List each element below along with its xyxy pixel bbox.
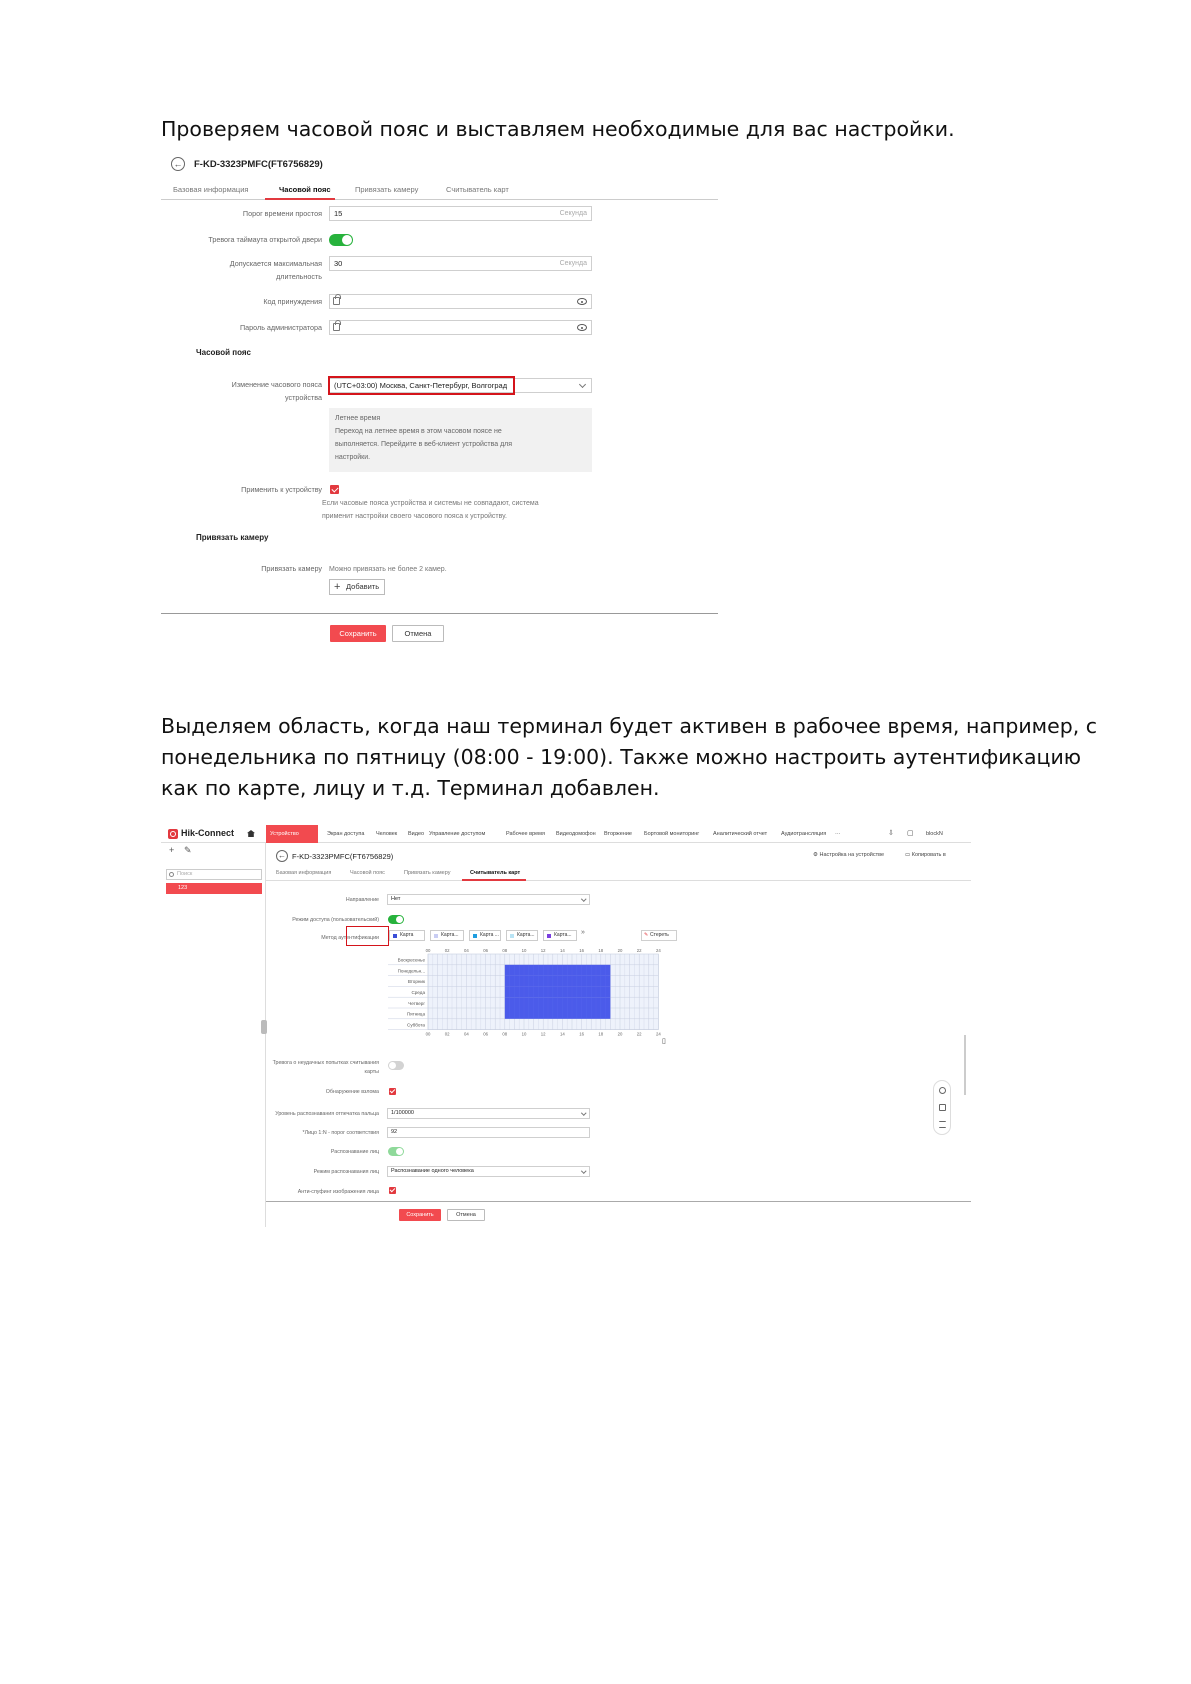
- hour-label: 24: [656, 1031, 661, 1037]
- failed-read-alarm-toggle[interactable]: [388, 1061, 404, 1070]
- save-button[interactable]: Сохранить: [330, 625, 386, 642]
- dst-text-line1: Переход на летнее время в этом часовом поясе не: [335, 428, 502, 435]
- save-icon[interactable]: [939, 1104, 946, 1111]
- save-button[interactable]: Сохранить: [399, 1209, 441, 1221]
- back-icon[interactable]: ←: [171, 157, 185, 171]
- door-timeout-alarm-label: Тревога таймаута открытой двери: [208, 235, 322, 244]
- app-logo: Hik-Connect: [181, 828, 235, 838]
- refresh-icon[interactable]: [939, 1087, 946, 1094]
- chip-label: Карта...: [517, 932, 535, 938]
- apply-hint-line1: Если часовые пояса устройства и системы не совпадают, система: [322, 500, 539, 507]
- chip-color-icon: [434, 934, 438, 938]
- hour-label: 04: [464, 948, 469, 953]
- hour-label: 00: [425, 1031, 431, 1037]
- day-label: Среда: [411, 989, 425, 995]
- tab-basic-info[interactable]: Базовая информация: [173, 185, 249, 194]
- auth-method-chip[interactable]: [543, 930, 577, 941]
- edit-icon[interactable]: ✎: [184, 845, 192, 855]
- face-mode-select[interactable]: [387, 1166, 590, 1177]
- chip-color-icon: [393, 934, 397, 938]
- nav-work-time[interactable]: Рабочее время: [506, 831, 545, 837]
- access-mode-toggle[interactable]: [388, 915, 404, 924]
- day-label: Суббота: [407, 1022, 425, 1028]
- bind-camera-hint: Можно привязать не более 2 камер.: [329, 566, 447, 573]
- chevron-down-icon: [581, 1110, 586, 1115]
- nav-intrusion[interactable]: Вторжение: [604, 831, 632, 837]
- home-icon[interactable]: [247, 830, 255, 837]
- auth-method-chip[interactable]: [430, 930, 464, 941]
- hour-label: 14: [560, 1031, 565, 1037]
- dst-text-line3: настройки.: [335, 454, 371, 461]
- chevron-down-icon: [579, 381, 586, 388]
- tab-timezone[interactable]: Часовой пояс: [279, 185, 331, 194]
- fingerprint-level-select[interactable]: [387, 1108, 590, 1119]
- nav-more[interactable]: ···: [835, 831, 841, 837]
- hour-label: 14: [560, 948, 565, 953]
- tab-bar: [266, 867, 971, 881]
- access-mode-label: Режим доступа (пользовательский): [292, 917, 379, 923]
- direction-value: Нет: [391, 896, 401, 902]
- day-label: Пятница: [406, 1011, 425, 1017]
- idle-threshold-unit: Секунда: [559, 210, 587, 217]
- max-duration-value: 30: [334, 259, 343, 268]
- copy-to-link[interactable]: ▭ Копировать в: [905, 852, 946, 858]
- auth-method-label: Метод аутентификации: [321, 935, 379, 941]
- tab-card-reader[interactable]: Считыватель карт: [470, 870, 521, 876]
- timezone-change-label-line2: устройства: [284, 393, 322, 402]
- lock-icon: [333, 297, 340, 305]
- paragraph-schedule: Выделяем область, когда наш терминал будет активен в рабочее время, например, с понедельника по пятницу (08:00 - 19:00). Также можно настроить аутентификацию как по карте, лицу и т.д. Терминал добавлен.: [161, 714, 1098, 800]
- chip-label: Карта ...: [480, 932, 499, 938]
- plus-icon: +: [334, 581, 341, 593]
- timezone-settings-screenshot: [161, 152, 718, 650]
- hour-label: 08: [502, 1031, 508, 1037]
- sidebar-collapse-handle[interactable]: [261, 1020, 267, 1034]
- fingerprint-level-label: Уровень распознавания отпечатка пальца: [275, 1111, 379, 1117]
- nav-intercom[interactable]: Видеодомофон: [556, 831, 596, 837]
- hour-label: 00: [425, 948, 431, 953]
- highlight-box: [328, 376, 515, 395]
- direction-select[interactable]: [387, 894, 590, 905]
- active-tab-underline: [462, 879, 526, 881]
- hour-label: 06: [483, 1031, 488, 1037]
- tamper-detection-label: Обнаружение взлома: [325, 1089, 379, 1095]
- failed-read-alarm-label-line1: Тревога о неудачных попытках считывания: [272, 1060, 379, 1066]
- max-duration-field[interactable]: [329, 256, 592, 271]
- hour-label: 18: [598, 1031, 604, 1037]
- face-threshold-field[interactable]: 92: [387, 1127, 590, 1138]
- tab-card-reader[interactable]: Считыватель карт: [446, 185, 509, 194]
- floating-toolbar: [933, 1080, 951, 1135]
- day-label: Понедельн...: [397, 968, 425, 974]
- list-icon[interactable]: [939, 1121, 946, 1128]
- device-title: F-KD-3323PMFC(FT6756829): [292, 852, 394, 861]
- hour-label: 16: [579, 948, 584, 953]
- lock-icon: [333, 323, 340, 331]
- face-mode-value: Распознавание одного человека: [391, 1168, 474, 1174]
- face-recognition-toggle[interactable]: [388, 1147, 404, 1156]
- device-title: F-KD-3323PMFC(FT6756829): [194, 159, 323, 170]
- device-sidebar: [161, 843, 266, 1227]
- tab-bar: [161, 182, 718, 200]
- timezone-change-label-line1: Изменение часового пояса: [231, 380, 322, 389]
- nav-video[interactable]: Видео: [408, 831, 425, 837]
- add-camera-label: Добавить: [346, 582, 380, 591]
- tamper-detection-checkbox[interactable]: [389, 1088, 396, 1095]
- nav-onboard-monitoring[interactable]: Бортовой мониторинг: [644, 831, 700, 837]
- eraser-icon: ✎: [644, 932, 649, 938]
- day-label: Вторник: [407, 979, 425, 985]
- nav-analytics-report[interactable]: Аналитический отчет: [713, 831, 768, 837]
- back-icon[interactable]: ←: [278, 851, 286, 860]
- clipboard-icon[interactable]: ▯: [662, 1038, 666, 1045]
- bind-camera-label: Привязать камеру: [261, 564, 322, 573]
- add-icon[interactable]: +: [169, 845, 175, 855]
- apply-hint-line2: применит настройки своего часового пояса к устройству.: [322, 513, 507, 520]
- admin-password-field[interactable]: [329, 320, 592, 335]
- sidebar-device-item[interactable]: 123: [166, 883, 262, 894]
- hour-label: 12: [540, 1031, 546, 1037]
- max-duration-label-line1: Допускается максимальная: [229, 259, 322, 268]
- hour-label: 02: [444, 1031, 450, 1037]
- hik-connect-logo-icon: [168, 829, 178, 839]
- tab-basic-info[interactable]: Базовая информация: [276, 870, 332, 876]
- cancel-button[interactable]: Отмена: [392, 625, 444, 642]
- dst-title: Летнее время: [335, 415, 381, 422]
- apply-to-device-checkbox[interactable]: [330, 485, 339, 494]
- hour-label: 06: [483, 948, 488, 953]
- chips-more-icon[interactable]: »: [581, 929, 585, 936]
- face-threshold-label: *Лицо 1:N - порог соответствия: [302, 1130, 379, 1136]
- search-placeholder: Поиск: [177, 871, 193, 877]
- tab-bind-camera[interactable]: Привязать камеру: [355, 185, 419, 194]
- dst-note: [329, 408, 592, 472]
- tab-timezone[interactable]: Часовой пояс: [350, 870, 385, 876]
- download-icon[interactable]: ⇩: [888, 830, 894, 837]
- hour-label: 24: [656, 948, 661, 953]
- tab-bind-camera[interactable]: Привязать камеру: [404, 870, 451, 876]
- bind-camera-section-title: Привязать камеру: [196, 533, 269, 542]
- highlight-box: [346, 926, 389, 946]
- chip-label: Карта...: [441, 932, 459, 938]
- hour-label: 04: [464, 1031, 469, 1037]
- nav-person[interactable]: Человек: [376, 831, 398, 837]
- max-duration-unit: Секунда: [559, 260, 587, 267]
- cancel-button[interactable]: Отмена: [447, 1209, 485, 1221]
- copy-to-label: Копировать в: [911, 852, 946, 858]
- timezone-value: (UTC+03:00) Москва, Санкт-Петербург, Волгоград: [334, 381, 508, 390]
- hour-label: 10: [521, 948, 527, 953]
- auth-method-chip[interactable]: [469, 930, 501, 941]
- idle-threshold-field[interactable]: [329, 206, 592, 221]
- chip-color-icon: [547, 934, 551, 938]
- chip-color-icon: [473, 934, 477, 938]
- antispoof-label: Анти-спуфинг изображения лица: [297, 1189, 379, 1195]
- user-name[interactable]: blockN: [926, 831, 943, 837]
- hour-label: 16: [579, 1031, 584, 1037]
- chevron-down-icon: [581, 896, 586, 901]
- timezone-section-title: Часовой пояс: [196, 348, 251, 357]
- face-mode-label: Режим распознавания лиц: [313, 1169, 379, 1175]
- card-reader-settings-screenshot: [161, 825, 971, 1227]
- auth-method-chip[interactable]: [389, 930, 425, 941]
- search-icon: [169, 872, 174, 877]
- nav-device[interactable]: Устройство: [266, 825, 318, 843]
- chip-color-icon: [510, 934, 514, 938]
- nav-audio-broadcast[interactable]: Аудиотрансляция: [781, 831, 827, 837]
- eye-icon[interactable]: [577, 298, 587, 305]
- eye-icon[interactable]: [577, 324, 587, 331]
- idle-threshold-value: 15: [334, 209, 343, 218]
- hour-label: 12: [540, 948, 546, 953]
- paragraph-timezone: Проверяем часовой пояс и выставляем необходимые для вас настройки.: [161, 117, 955, 141]
- max-duration-label-line2: длительность: [276, 272, 322, 281]
- failed-read-alarm-label-line2: карты: [364, 1069, 379, 1075]
- hour-label: 18: [598, 948, 604, 953]
- day-label: Воскресенье: [397, 957, 425, 963]
- door-timeout-alarm-toggle[interactable]: [329, 234, 353, 246]
- face-recognition-label: Распознавание лиц: [330, 1149, 379, 1155]
- chevron-down-icon: [581, 1168, 586, 1173]
- add-camera-button[interactable]: [329, 579, 385, 595]
- apply-to-device-label: Применить к устройству: [241, 485, 322, 494]
- dst-text-line2: выполняется. Перейдите в веб-клиент устройства для: [335, 441, 513, 448]
- hour-label: 10: [521, 1031, 527, 1037]
- hour-label: 08: [502, 948, 508, 953]
- device-settings-link[interactable]: ⚙ Настройка на устройстве: [813, 852, 885, 858]
- erase-button[interactable]: [641, 930, 677, 941]
- device-settings-label: Настройка на устройстве: [819, 852, 885, 858]
- chip-label: Карта: [400, 932, 414, 938]
- chip-label: Карта...: [554, 932, 572, 938]
- device-search-input[interactable]: [166, 869, 262, 880]
- hour-label: 20: [617, 948, 623, 953]
- direction-label: Направление: [345, 897, 379, 903]
- auth-method-chip[interactable]: [506, 930, 538, 941]
- idle-threshold-label: Порог времени простоя: [242, 209, 322, 218]
- hour-label: 22: [636, 1031, 642, 1037]
- antispoof-checkbox[interactable]: [389, 1187, 396, 1194]
- nav-access-control[interactable]: Управление доступом: [429, 831, 486, 837]
- day-label: Четверг: [408, 1000, 425, 1006]
- divider: [161, 613, 718, 614]
- weekly-schedule-grid[interactable]: [388, 946, 678, 1054]
- duress-code-field[interactable]: [329, 294, 592, 309]
- duress-code-label: Код принуждения: [263, 297, 322, 306]
- nav-access-screen[interactable]: Экран доступа: [327, 831, 365, 837]
- active-tab-underline: [265, 198, 335, 200]
- admin-password-label: Пароль администратора: [240, 323, 322, 332]
- divider: [266, 1201, 971, 1202]
- erase-label: Стереть: [650, 932, 669, 938]
- fingerprint-level-value: 1/100000: [391, 1110, 414, 1116]
- scrollbar[interactable]: [964, 1035, 966, 1095]
- hour-label: 22: [636, 948, 642, 953]
- top-navigation-bar: [161, 825, 971, 843]
- shield-icon[interactable]: ▢: [907, 830, 914, 837]
- hour-label: 20: [617, 1031, 623, 1037]
- hour-label: 02: [444, 948, 450, 953]
